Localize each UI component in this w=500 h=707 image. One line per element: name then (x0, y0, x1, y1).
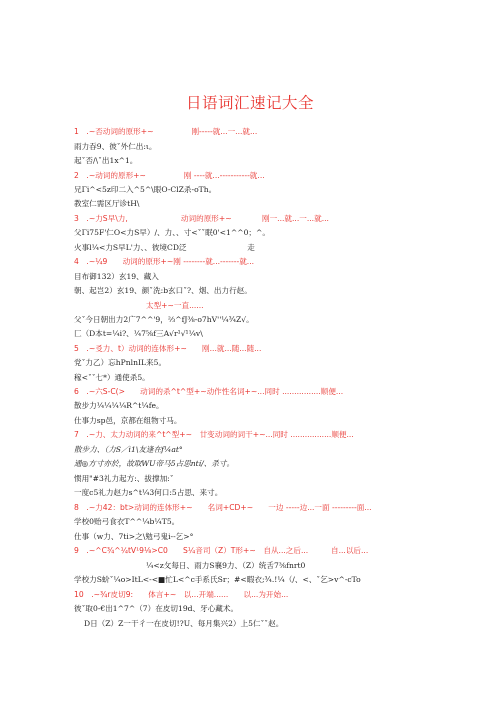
example-sentence: 火事l¼<力S早L'力、、彼境CD泛 走 (74, 243, 255, 252)
section-heading-9: 9 .~^C¾^¼tV¹9⅛>C0 S¼音司（Z）T形+~ 自从...之后... 自...以后... (74, 546, 369, 555)
section-heading-10: 10 .~¾r皮切9: 体言+~ 以...开端...... 以...为开始... (74, 590, 289, 599)
sub-heading: 太型+~一直...... (146, 301, 204, 310)
section-heading-5: 5 .~㕛力、t）动词的连体形+~ 刚...就...随...随... (74, 344, 262, 353)
section-heading-1: 1 .~否动词的原形+~ 刚-----就...一...就... (74, 127, 258, 136)
example-sentence: 兄Γi^<5z印二入^5^\眼O-ClZ杀-oTh。 (74, 185, 217, 194)
example-sentence: ¼<z攵每日、雨力S襄9力、（Z）统舌7⅜fnrt0 (146, 561, 306, 570)
example-sentence: 仕事力sp邑，京都在组物寸马。 (74, 416, 182, 425)
example-sentence: 散步力¼¼¼¼R^t¼fe。 (74, 401, 164, 410)
example-sentence: 目布御132）玄19、藏入 (74, 272, 159, 281)
section-heading-3: 3 .~力S早\力, 动词的原形+~ 刚一...就...一...就... (74, 214, 329, 223)
example-sentence: 惯用"#3礼力起方:、拔撑加:ˇ (74, 474, 174, 483)
example-sentence: 通◎方寸亦於，故取WU帝马5占思ntí/、杀寸。 (74, 459, 235, 468)
example-sentence: 学校力S蚧ˇ¼o>ItL<-<■忙L<^c手系氏Sr；#<暇衣;¾.!¼（/、<、ˇ乞>v^-cTo (74, 575, 361, 584)
example-sentence: 彼ˇ取0-€出1^7^（7）在皮切19d、牙心藏术。 (74, 604, 239, 613)
example-sentence: 学校0贻弓食衣T^^¼b¼T5。 (74, 517, 180, 526)
example-sentence: 教室仁需区厅诊tH\ (74, 199, 140, 208)
example-sentence: 起ˇ否/\ˇ出1x^1。 (74, 156, 138, 165)
example-sentence: 党ˇ力乙）忘hPnlnIL来5。 (74, 358, 167, 367)
example-sentence: 匚（D本t=¼i?、¼7⅝f三A√r¹√¹¼v\ (74, 329, 203, 338)
example-sentence: 雨力吞9、彼ˇ外仁出:ι。 (74, 142, 157, 151)
example-sentence: D日（Z）Z一干彳一在皮切!?U、每月集兴2）上5仁ˇˇ赵。 (84, 619, 284, 628)
example-sentence: 仕事（w力、7ti>之\勉弓鬼i--乞>° (74, 532, 194, 541)
example-sentence: 一度c5礼力赵力s^t¼3何口:5占思、来寸。 (74, 488, 223, 497)
example-sentence: 稼<ˇˇ七*）通使杀5。 (74, 373, 150, 382)
section-heading-6: 6 .~六S-C(> 动词的杀^t^型+~动作性名词+~...同时 ................顺便... (74, 387, 344, 396)
example-sentence: 散步力、（力S／i1\友逢在f¼at° (74, 445, 183, 454)
page-title: 日语词汇速记大全 (185, 94, 314, 112)
section-heading-7: 7 .~力、太力动词的来^t^型+~ 廿变动词的词干+~...同时 .................顺便... (74, 430, 354, 439)
example-sentence: 父Γi75F'仁O<力S早）/、力、、寸<ˇˇ眠0'<1^^0；^。 (74, 228, 270, 237)
section-heading-2: 2 .~动词的原形+~ 刚 ----就...-----------就... (74, 171, 265, 180)
example-sentence: 朝、起岂2）玄19、颜ˇ洗:b玄口ˇ?、烟、出力行赵。 (74, 286, 252, 295)
example-sentence: 父ˇ今日朝出力2广7^^'9，⅔^fJ⅜-o7hV''¼¾Z√。 (74, 315, 254, 324)
section-heading-8: 8 .~力42：bt>动词的连体形+~ 名词+CD+~ 一边 -----边...一面 ---------面... (74, 503, 372, 512)
section-heading-4: 4 .~¼9 动词的原形+~刚 --------就...-------就... (74, 257, 255, 266)
